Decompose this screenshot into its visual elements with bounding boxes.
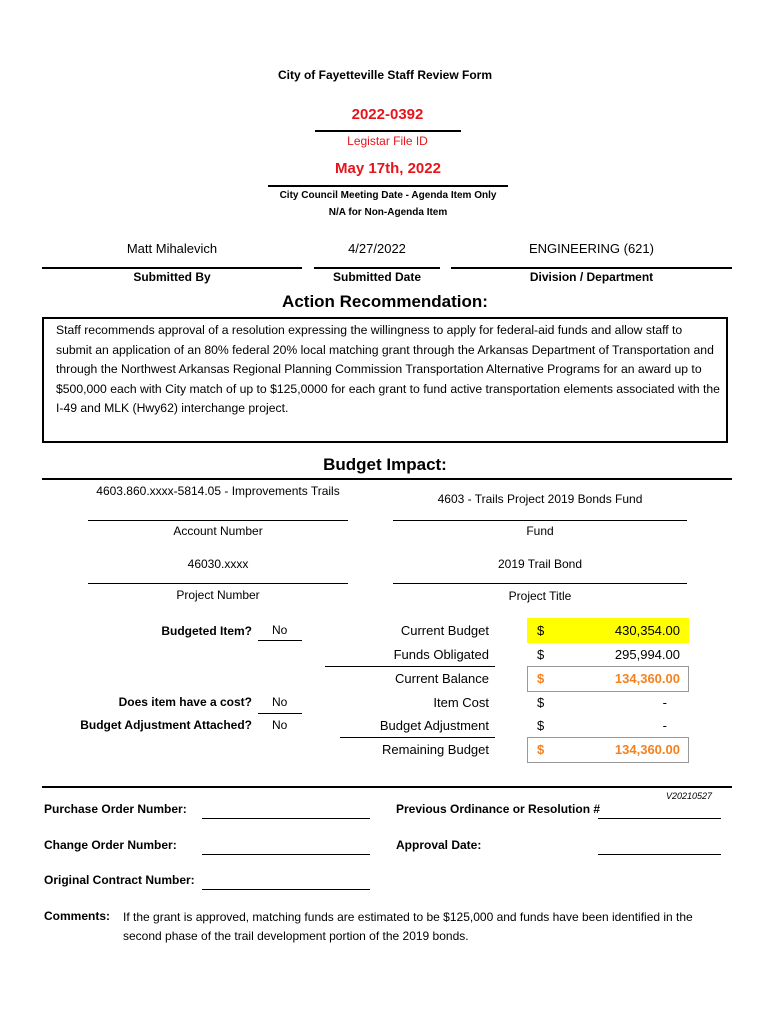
- current-budget-currency: $: [537, 623, 545, 638]
- has-cost-label: Does item have a cost?: [118, 695, 252, 709]
- current-budget-label: Current Budget: [400, 623, 489, 638]
- adjustment-attached-value: No: [272, 718, 288, 732]
- account-number-underline: [88, 520, 348, 521]
- comments-label: Comments:: [44, 909, 111, 923]
- item-cost-currency: $: [537, 695, 545, 710]
- footer-separator: [42, 786, 732, 788]
- budgeted-item-underline: [258, 640, 302, 641]
- approval-date-label: Approval Date:: [396, 838, 482, 852]
- submitted-date-label: Submitted Date: [332, 270, 421, 284]
- form-title: City of Fayetteville Staff Review Form: [277, 68, 493, 82]
- meeting-date: May 17th, 2022: [335, 160, 441, 177]
- action-text: Staff recommends approval of a resolution expressing the willingness to apply for federal-aid funds and allow staff to submit an application of an 80% federal 20% local matching grant through the Arkansas Department of Transportation and through the Northwest Arkansas Regional Planning Commission Transportation Alternative Programs for an award up to $500,000 each with City match of up to $125,0000 for each grant to fund active transportation elements associated with the I-49 and MLK (Hwy62) interchange project.: [56, 323, 720, 415]
- current-balance-value: 134,360.00: [614, 671, 680, 686]
- fund-label: Fund: [526, 524, 554, 538]
- fund-value: 4603 - Trails Project 2019 Bonds Fund: [437, 492, 643, 506]
- remaining-budget-label: Remaining Budget: [382, 742, 489, 757]
- division-value: ENGINEERING (621): [529, 241, 654, 256]
- has-cost-underline: [258, 713, 302, 714]
- approval-date-field[interactable]: [598, 854, 721, 855]
- purchase-order-field[interactable]: [202, 818, 370, 819]
- budget-adjustment-label: Budget Adjustment: [379, 718, 489, 733]
- project-number-underline: [88, 583, 348, 584]
- adjustment-attached-label: Budget Adjustment Attached?: [80, 718, 252, 732]
- budget-adjustment-value: -: [662, 718, 667, 733]
- division-label: Division / Department: [529, 270, 654, 284]
- budget-adjustment-underline: [340, 737, 495, 738]
- submitted-date-value: 4/27/2022: [348, 241, 406, 256]
- original-contract-field[interactable]: [202, 889, 370, 890]
- project-title-underline: [393, 583, 687, 584]
- current-budget-value: 430,354.00: [614, 623, 680, 638]
- funds-obligated-underline: [325, 666, 495, 667]
- current-balance-label: Current Balance: [395, 671, 489, 686]
- project-title-label: Project Title: [508, 589, 572, 603]
- file-id-label: Legistar File ID: [347, 134, 428, 148]
- file-id: 2022-0392: [351, 106, 424, 123]
- form-version: V20210527: [665, 791, 712, 801]
- project-title-value: 2019 Trail Bond: [497, 557, 583, 571]
- meeting-date-underline: [268, 185, 508, 187]
- submitted-date-underline: [314, 267, 440, 269]
- item-cost-value: -: [662, 695, 667, 710]
- submitted-by-value: Matt Mihalevich: [126, 241, 218, 256]
- funds-obligated-value: 295,994.00: [614, 647, 680, 662]
- remaining-budget-value: 134,360.00: [614, 742, 680, 757]
- funds-obligated-label: Funds Obligated: [393, 647, 489, 662]
- fund-underline: [393, 520, 687, 521]
- remaining-budget-currency: $: [537, 742, 545, 757]
- submitted-by-label: Submitted By: [133, 270, 211, 284]
- previous-ordinance-field[interactable]: [598, 818, 721, 819]
- purchase-order-label: Purchase Order Number:: [44, 802, 187, 816]
- file-id-underline: [315, 130, 461, 132]
- non-agenda-note: N/A for Non-Agenda Item: [328, 207, 448, 218]
- change-order-label: Change Order Number:: [44, 838, 177, 852]
- item-cost-label: Item Cost: [433, 695, 489, 710]
- action-recommendation-box: [42, 317, 728, 443]
- change-order-field[interactable]: [202, 854, 370, 855]
- account-number-value: 4603.860.xxxx-5814.05 - Improvements Trails: [96, 484, 340, 498]
- action-heading: Action Recommendation:: [282, 292, 488, 311]
- funds-obligated-currency: $: [537, 647, 545, 662]
- submitted-by-underline: [42, 267, 302, 269]
- budgeted-item-label: Budgeted Item?: [161, 624, 252, 638]
- meeting-date-label: City Council Meeting Date - Agenda Item Only: [279, 190, 497, 201]
- division-underline: [451, 267, 732, 269]
- original-contract-label: Original Contract Number:: [44, 873, 195, 887]
- account-number-label: Account Number: [173, 524, 263, 538]
- has-cost-value: No: [272, 695, 288, 709]
- comments-text: If the grant is approved, matching funds are estimated to be $125,000 and funds have been identified in the second phase of the trail development portion of the 2019 bonds.: [123, 910, 693, 943]
- budget-adjustment-currency: $: [537, 718, 545, 733]
- project-number-value: 46030.xxxx: [187, 557, 249, 571]
- budget-heading: Budget Impact:: [323, 455, 447, 474]
- project-number-label: Project Number: [176, 588, 260, 602]
- budget-heading-rule: [42, 478, 732, 480]
- current-balance-currency: $: [537, 671, 545, 686]
- previous-ordinance-label: Previous Ordinance or Resolution #: [396, 802, 601, 816]
- budgeted-item-value: No: [272, 623, 288, 637]
